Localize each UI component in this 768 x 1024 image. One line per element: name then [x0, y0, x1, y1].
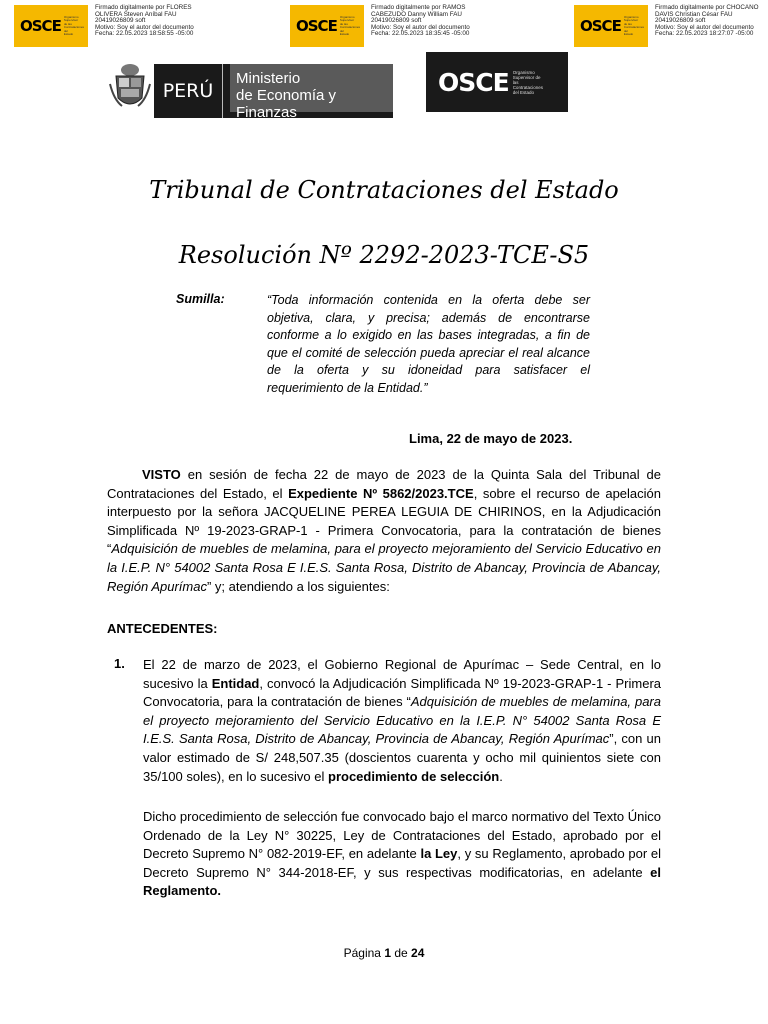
- resolution-number: Resolución Nº 2292-2023-TCE-S5: [178, 241, 590, 269]
- visto-keyword: VISTO: [142, 467, 181, 482]
- osce-logo-subtitle: Organismo Supervisor de las Contrataciones del Estado: [339, 14, 360, 36]
- antecedente-1-paragraph-2: [143, 808, 661, 901]
- document-title: Tribunal de Contrataciones del Estado: [149, 176, 619, 204]
- document-date: Lima, 22 de mayo de 2023.: [409, 431, 573, 446]
- visto-text-1: en sesión de fecha 22 de mayo de 2023 de la Quinta Sala del Tribunal de Contrataciones del Estado, el: [107, 467, 661, 501]
- page-footer: [0, 946, 768, 960]
- procurement-object: Adquisición de muebles de melamina, para el proyecto mejoramiento del Servicio Educativo en la I.E.P. N° 54002 Santa Rosa E I.E.S. Santa Rosa, Distrito de Abancay, Provincia de Abancay, Región Apurímac: [143, 694, 661, 747]
- sumilla-text: “Toda información contenida en la oferta debe ser objetiva, clara, y precisa; además de encontrarse conforme a lo exigido en las bases integradas, a fin de que el comité de selección pueda apreciar el real alcance de la oferta y su idoneidad para satisfacer el requerimiento de la Entidad.”: [267, 293, 590, 395]
- osce-logo: [426, 52, 568, 112]
- header-logos: [0, 52, 768, 122]
- p2-text-1: Dicho procedimiento de selección fue convocado bajo el marco normativo del Texto Único Ordenado de la Ley N° 30225, Ley de Contrataciones del Estado, aprobado por el Decreto Supremo N° 082-2019-EF, en adelante: [143, 809, 661, 862]
- procurement-object: Adquisición de muebles de melamina, para el proyecto mejoramiento del Servicio Educativo en la I.E.P. N° 54002 Santa Rosa E I.E.S. Santa Rosa, Distrito de Abancay, Provincia de Abancay, Región Apurímac: [107, 541, 661, 594]
- p1-text-1: El 22 de marzo de 2023, el Gobierno Regional de Apurímac – Sede Central, en lo sucesivo la: [143, 657, 661, 691]
- ministerio-label: [230, 64, 393, 121]
- osce-logo-subtitle: Organismo Supervisor de las Contrataciones del Estado: [623, 14, 644, 36]
- osce-logo-text: OSCE: [438, 67, 509, 97]
- p1-text-3: ”, con un valor estimado de S/ 248,507.35 (doscientos cuarenta y ocho mil quinientos siete con 35/100 soles), en lo sucesivo el: [143, 731, 661, 784]
- osce-logo-subtitle: Organismo Supervisor de las Contrataciones del Estado: [63, 14, 84, 36]
- osce-stamp-logo: [290, 5, 364, 47]
- signature-details: Firmado digitalmente por FLORES OLIVERA Steven Aníbal FAU 20419026809 soft Motivo: Soy el autor del documento Fecha: 22.05.2023 18:58:55 -05:00: [95, 4, 194, 38]
- ministerio-line2: de Economía y Finanzas: [236, 87, 337, 121]
- peru-label: PERÚ: [154, 64, 223, 118]
- osce-logo-subtitle: Organismo Supervisor de las Contrataciones del Estado: [512, 69, 543, 95]
- osce-stamp-logo: [574, 5, 648, 47]
- osce-logo-text: OSCE: [20, 17, 61, 35]
- signature-details: Firmado digitalmente por CHOCANO DAVIS Christian César FAU 20419026809 soft Motivo: Soy el autor del documento Fecha: 22.05.2023 18:27:07 -05:00: [655, 4, 759, 38]
- p2-text-2: , y su Reglamento, aprobado por el Decreto Supremo N° 344-2018-EF, y sus respectivas modificatorias, en adelante: [143, 846, 662, 880]
- procedimiento-term: procedimiento de selección: [328, 768, 500, 784]
- sumilla-label: Sumilla:: [176, 292, 225, 306]
- item-number: 1.: [114, 656, 125, 671]
- osce-logo-text: OSCE: [580, 17, 621, 35]
- mef-logo: [154, 64, 393, 121]
- antecedente-1-paragraph: [143, 656, 661, 786]
- p1-text-4: .: [499, 768, 503, 784]
- signature-details: Firmado digitalmente por RAMOS CABEZUDO Danny William FAU 20419026809 soft Motivo: Soy el autor del documento Fecha: 22.05.2023 18:35:45 -05:00: [371, 4, 470, 38]
- osce-logo-text: OSCE: [296, 17, 337, 35]
- current-page: 1: [384, 946, 391, 960]
- coat-of-arms-icon: [108, 60, 152, 112]
- reglamento-term: el Reglamento.: [143, 864, 661, 899]
- ley-term: la Ley: [420, 846, 458, 862]
- total-pages: 24: [411, 946, 425, 960]
- footer-prefix: Página: [343, 946, 385, 960]
- visto-paragraph: [107, 466, 661, 596]
- ministerio-line1: Ministerio: [236, 70, 301, 87]
- section-heading-antecedentes: ANTECEDENTES:: [107, 621, 218, 636]
- visto-text-3: ” y; atendiendo a los siguientes:: [206, 578, 390, 594]
- p1-text-2: , convocó la Adjudicación Simplificada Nº 19-2023-GRAP-1 - Primera Convocatoria, para la contratación de bienes “: [143, 675, 662, 710]
- osce-stamp-logo: [14, 5, 88, 47]
- entidad-term: Entidad: [211, 675, 260, 691]
- visto-text-2: , sobre el recurso de apelación interpuesto por la señora JACQUELINE PEREA LEGUIA DE CHIRINOS, en la Adjudicación Simplificada Nº 19-2023-GRAP-1 - Primera Convocatoria, para la contratación de bienes “: [107, 485, 662, 557]
- expediente-number: Expediente Nº 5862/2023.TCE: [288, 485, 474, 501]
- footer-middle: de: [391, 946, 412, 960]
